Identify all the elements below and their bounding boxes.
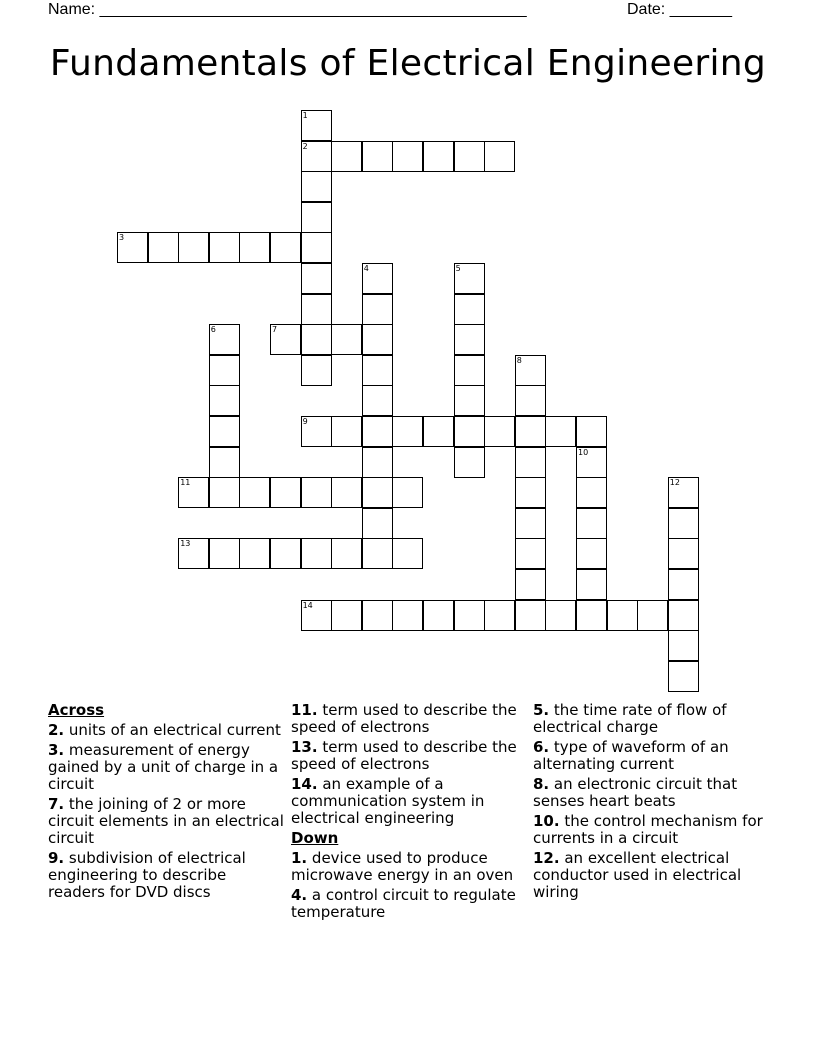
grid-cell[interactable] [392, 477, 423, 508]
clue-down-12 [533, 850, 769, 901]
grid-cell[interactable] [301, 294, 332, 325]
across-heading: Across [48, 701, 105, 719]
grid-cell[interactable] [515, 385, 546, 416]
grid-cell[interactable] [362, 355, 393, 386]
clue-down-1 [291, 850, 527, 884]
clue-number: 3. [48, 741, 65, 759]
grid-cell[interactable] [148, 232, 179, 263]
clue-across-9 [48, 850, 284, 901]
clue-text: the joining of 2 or more circuit elements in an electrical circuit [48, 795, 284, 847]
clue-down-5 [533, 702, 769, 736]
grid-cell[interactable] [362, 294, 393, 325]
grid-cell[interactable] [301, 202, 332, 233]
grid-cell[interactable] [454, 324, 485, 355]
grid-cell[interactable] [392, 141, 423, 172]
grid-cell[interactable] [484, 141, 515, 172]
clue-number: 11. [291, 701, 318, 719]
clue-text: measurement of energy gained by a unit of charge in a circuit [48, 741, 279, 793]
grid-cell[interactable] [331, 141, 362, 172]
grid-cell[interactable] [392, 600, 423, 631]
clue-across-7 [48, 796, 284, 847]
cell-number: 5 [455, 264, 461, 273]
name-field-label: Name: ________________________________________________ [48, 1, 527, 18]
grid-cell[interactable] [515, 569, 546, 600]
clue-text: term used to describe the speed of electrons [291, 701, 517, 736]
grid-cell[interactable] [331, 324, 362, 355]
cell-number: 8 [516, 355, 522, 365]
down-heading: Down [291, 829, 339, 847]
cell-number: 9 [302, 417, 308, 426]
grid-cell[interactable] [362, 141, 393, 172]
grid-cell[interactable] [515, 416, 546, 447]
clue-text: units of an electrical current [68, 721, 281, 739]
grid-cell[interactable] [668, 600, 699, 631]
grid-cell[interactable] [362, 385, 393, 416]
grid-cell[interactable] [423, 416, 454, 447]
clue-text: subdivision of electrical engineering to describe readers for DVD discs [48, 849, 246, 901]
clue-text: the control mechanism for currents in a circuit [533, 812, 763, 847]
grid-cell[interactable] [301, 232, 332, 263]
clue-number: 14. [291, 775, 318, 793]
grid-cell[interactable] [239, 232, 270, 263]
grid-cell[interactable] [576, 538, 607, 569]
grid-cell[interactable] [484, 600, 515, 631]
clues-column-2 [291, 702, 527, 924]
clue-number: 10. [533, 812, 560, 830]
cell-number: 2 [302, 141, 308, 151]
cell-number: 7 [272, 325, 278, 335]
grid-cell[interactable] [362, 600, 393, 631]
grid-cell[interactable] [668, 661, 699, 692]
page-title: Fundamentals of Electrical Engineering [49, 43, 767, 84]
grid-cell[interactable] [178, 232, 209, 263]
grid-cell[interactable] [668, 569, 699, 600]
grid-cell[interactable] [392, 416, 423, 447]
grid-cell[interactable] [454, 600, 485, 631]
grid-cell[interactable] [668, 630, 699, 661]
cell-number: 6 [210, 325, 216, 335]
cell-number: 3 [119, 233, 125, 243]
grid-cell[interactable] [637, 600, 668, 631]
grid-cell[interactable] [454, 141, 485, 172]
clue-text: a control circuit to regulate temperature [291, 886, 516, 921]
grid-cell[interactable] [576, 508, 607, 539]
clue-number: 4. [291, 886, 308, 904]
cell-number: 11 [180, 478, 191, 488]
clue-number: 12. [533, 849, 560, 867]
clue-number: 6. [533, 738, 550, 756]
grid-cell[interactable] [454, 294, 485, 325]
grid-cell[interactable] [239, 477, 270, 508]
grid-cell[interactable] [545, 416, 576, 447]
clue-text: device used to produce microwave energy in an oven [291, 849, 514, 884]
grid-cell[interactable] [209, 538, 240, 569]
grid-cell[interactable] [362, 477, 393, 508]
clue-text: type of waveform of an alternating current [533, 738, 729, 773]
clue-across-14 [291, 776, 527, 827]
clue-down-4 [291, 887, 527, 921]
grid-cell[interactable] [515, 600, 546, 631]
grid-cell[interactable] [362, 538, 393, 569]
grid-cell[interactable] [454, 416, 485, 447]
grid-cell[interactable] [362, 324, 393, 355]
date-field-label: Date: _______ [627, 1, 732, 18]
cell-number: 1 [302, 111, 308, 120]
grid-cell[interactable] [362, 508, 393, 539]
grid-cell[interactable] [423, 141, 454, 172]
grid-cell[interactable] [239, 538, 270, 569]
grid-cell[interactable] [331, 600, 362, 631]
grid-cell[interactable] [301, 538, 332, 569]
grid-cell[interactable] [270, 538, 301, 569]
grid-cell[interactable] [331, 416, 362, 447]
grid-cell[interactable] [668, 508, 699, 539]
clue-number: 13. [291, 738, 318, 756]
clue-text: an example of a communication system in electrical engineering [291, 775, 485, 827]
grid-cell[interactable] [209, 447, 240, 478]
grid-cell[interactable] [270, 477, 301, 508]
clue-number: 1. [291, 849, 308, 867]
clue-text: term used to describe the speed of electrons [291, 738, 517, 773]
grid-cell[interactable] [515, 508, 546, 539]
grid-cell[interactable] [209, 355, 240, 386]
grid-cell[interactable] [301, 171, 332, 202]
grid-cell[interactable] [301, 263, 332, 294]
grid-cell[interactable] [576, 569, 607, 600]
cell-number: 4 [363, 264, 369, 273]
clue-text: an excellent electrical conductor used in electrical wiring [533, 849, 742, 901]
grid-cell[interactable] [362, 447, 393, 478]
clue-across-13 [291, 739, 527, 773]
grid-cell[interactable] [209, 477, 240, 508]
grid-cell[interactable] [515, 477, 546, 508]
grid-cell[interactable] [301, 477, 332, 508]
grid-cell[interactable] [576, 600, 607, 631]
grid-cell[interactable] [270, 232, 301, 263]
grid-cell[interactable] [515, 447, 546, 478]
grid-cell[interactable] [209, 385, 240, 416]
grid-cell[interactable] [454, 385, 485, 416]
clue-number: 7. [48, 795, 65, 813]
clue-number: 9. [48, 849, 65, 867]
cell-number: 12 [669, 478, 680, 488]
grid-cell[interactable] [209, 232, 240, 263]
grid-cell[interactable] [331, 538, 362, 569]
cell-number: 13 [180, 539, 191, 549]
grid-cell[interactable] [576, 416, 607, 447]
grid-cell[interactable] [607, 600, 638, 631]
grid-cell[interactable] [331, 477, 362, 508]
grid-cell[interactable] [515, 538, 546, 569]
clue-number: 8. [533, 775, 550, 793]
grid-cell[interactable] [362, 416, 393, 447]
grid-cell[interactable] [454, 355, 485, 386]
clues-column-1 [48, 702, 284, 904]
grid-cell[interactable] [301, 324, 332, 355]
clue-down-8 [533, 776, 769, 810]
grid-cell[interactable] [209, 416, 240, 447]
grid-cell[interactable] [545, 600, 576, 631]
clues-column-3 [533, 702, 769, 904]
grid-cell[interactable] [454, 447, 485, 478]
grid-cell[interactable] [484, 416, 515, 447]
clue-number: 2. [48, 721, 65, 739]
grid-cell[interactable] [668, 538, 699, 569]
clue-down-6 [533, 739, 769, 773]
cell-number: 10 [578, 447, 589, 457]
grid-cell[interactable] [423, 600, 454, 631]
clue-across-2 [48, 722, 284, 739]
clue-down-10 [533, 813, 769, 847]
clue-across-11 [291, 702, 527, 736]
clue-across-3 [48, 742, 284, 793]
grid-cell[interactable] [392, 538, 423, 569]
clue-text: an electronic circuit that senses heart beats [533, 775, 738, 810]
grid-cell[interactable] [576, 477, 607, 508]
cell-number: 14 [302, 600, 313, 610]
clue-text: the time rate of flow of electrical charge [533, 701, 727, 736]
clue-number: 5. [533, 701, 550, 719]
grid-cell[interactable] [301, 355, 332, 386]
